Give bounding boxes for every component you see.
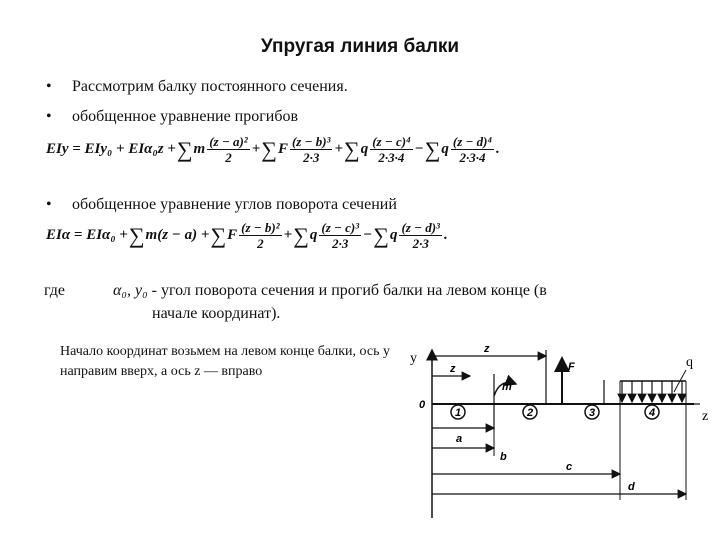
- eq1-t4-num: (z − d)⁴: [452, 134, 493, 149]
- force-label: F: [568, 361, 575, 373]
- deflection-equation: EIy = EIy₀ + EIα₀z + ∑ m $\frac{\text{(z − a)²}}{2}$ + ∑ F $\frac{\text{(z − b)³}}{2\cdot 3}$ + ∑ q $\frac{\text{(z − c)⁴}}{2\cdot 3\cdot 4}$ − ∑ q $\frac{\text{(z − d)⁴}}{2\cdot 3\cdot 4}$ .: [46, 134, 500, 165]
- bullet-mark: •: [46, 78, 52, 95]
- sum-sign: ∑: [210, 222, 227, 248]
- z-dimension-label: z: [484, 343, 490, 355]
- eq1-t4-pre: q: [441, 141, 449, 157]
- y-axis-label: y: [410, 351, 417, 366]
- section-2-label: 2: [527, 407, 534, 419]
- sum-sign: ∑: [293, 222, 309, 248]
- bullet-mark: •: [46, 108, 52, 125]
- eq1-t3-den: 2·3·4: [378, 150, 405, 165]
- eq2-t1: m(z − a) +: [145, 227, 210, 243]
- distributed-load: [622, 381, 682, 402]
- sum-sign: ∑: [261, 136, 277, 162]
- eq1-t3-num: (z − c)⁴: [372, 134, 411, 149]
- bullet-1-text: Рассмотрим балку постоянного сечения.: [72, 78, 348, 95]
- section-4: [645, 405, 659, 419]
- bullet-3-text: обобщенное уравнение углов поворота сечений: [72, 196, 397, 213]
- section-1-label: 1: [455, 407, 462, 419]
- z-axis-label: z: [702, 409, 709, 424]
- sum-sign: ∑: [373, 222, 389, 248]
- bullet-mark: •: [46, 196, 52, 213]
- moment-label: m: [502, 381, 512, 393]
- eq1-t2-pre: F: [277, 141, 288, 157]
- section-3-label: 3: [589, 407, 596, 419]
- eq1-t3-pre: q: [360, 141, 369, 157]
- rotation-equation: EIα = EIα₀ + ∑ m(z − a) + ∑ F $\frac{\text{(z − b)²}}{2}$ + ∑ q $\frac{\text{(z − c)³}}{2\cdot 3}$ − ∑ q $\frac{\text{(z − d)³}}{2\cdot 3}$ .: [46, 220, 448, 251]
- eq2-t2-num: (z − b)²: [241, 220, 280, 235]
- eq2-t2-pre: F: [227, 227, 238, 243]
- q-label: q: [686, 355, 693, 370]
- dim-b-label: b: [500, 451, 507, 463]
- eq1-t1-pre: m: [193, 141, 206, 157]
- section-3: [585, 405, 599, 419]
- eq2-t2-den: 2: [257, 236, 264, 251]
- z-arrow-label: z: [450, 363, 456, 375]
- eq1-t2-num: (z − b)³: [291, 134, 331, 149]
- eq1-t2-den: 2·3: [303, 150, 320, 165]
- eq2-t4-pre: q: [389, 227, 398, 243]
- sum-sign: ∑: [176, 136, 193, 162]
- sum-sign: ∑: [128, 222, 145, 248]
- dim-a-label: a: [456, 433, 463, 445]
- eq2-t4-den: 2·3: [412, 236, 429, 251]
- eq2-t3-den: 2·3: [332, 236, 349, 251]
- section-2: [523, 405, 537, 419]
- eq2-t3-pre: q: [309, 227, 318, 243]
- dim-c-label: c: [566, 461, 573, 473]
- origin-label: 0: [419, 399, 426, 411]
- section-4-label: 4: [649, 407, 656, 419]
- sum-sign: ∑: [424, 136, 441, 162]
- where-text-2: начале координат).: [152, 305, 281, 322]
- eq1-lhs: EIy = EIy₀ + EIα₀z +: [46, 141, 176, 157]
- slide-title: Упругая линия балки: [260, 36, 460, 57]
- eq2-lhs: EIα = EIα₀ +: [46, 227, 128, 243]
- dim-d-label: d: [628, 481, 635, 493]
- sum-sign: ∑: [344, 136, 360, 162]
- eq1-t1-num: (z − a)²: [209, 134, 248, 149]
- section-1: [451, 405, 465, 419]
- where-prefix: где: [44, 282, 66, 299]
- eq1-t1-den: 2: [225, 150, 232, 165]
- eq2-t3-num: (z − c)³: [321, 220, 360, 235]
- where-symbols: α₀, y₀: [113, 282, 148, 299]
- where-text: - угол поворота сечения и прогиб балки на левом конце (в: [151, 282, 547, 299]
- coordinate-note: Начало координат возьмем на левом конце балки, ось y направим вверх, а ось z — вправо: [60, 344, 390, 379]
- eq2-t4-num: (z − d)³: [401, 220, 440, 235]
- bullet-2-text: обобщенное уравнение прогибов: [72, 108, 299, 125]
- eq1-t4-den: 2·3·4: [459, 150, 486, 165]
